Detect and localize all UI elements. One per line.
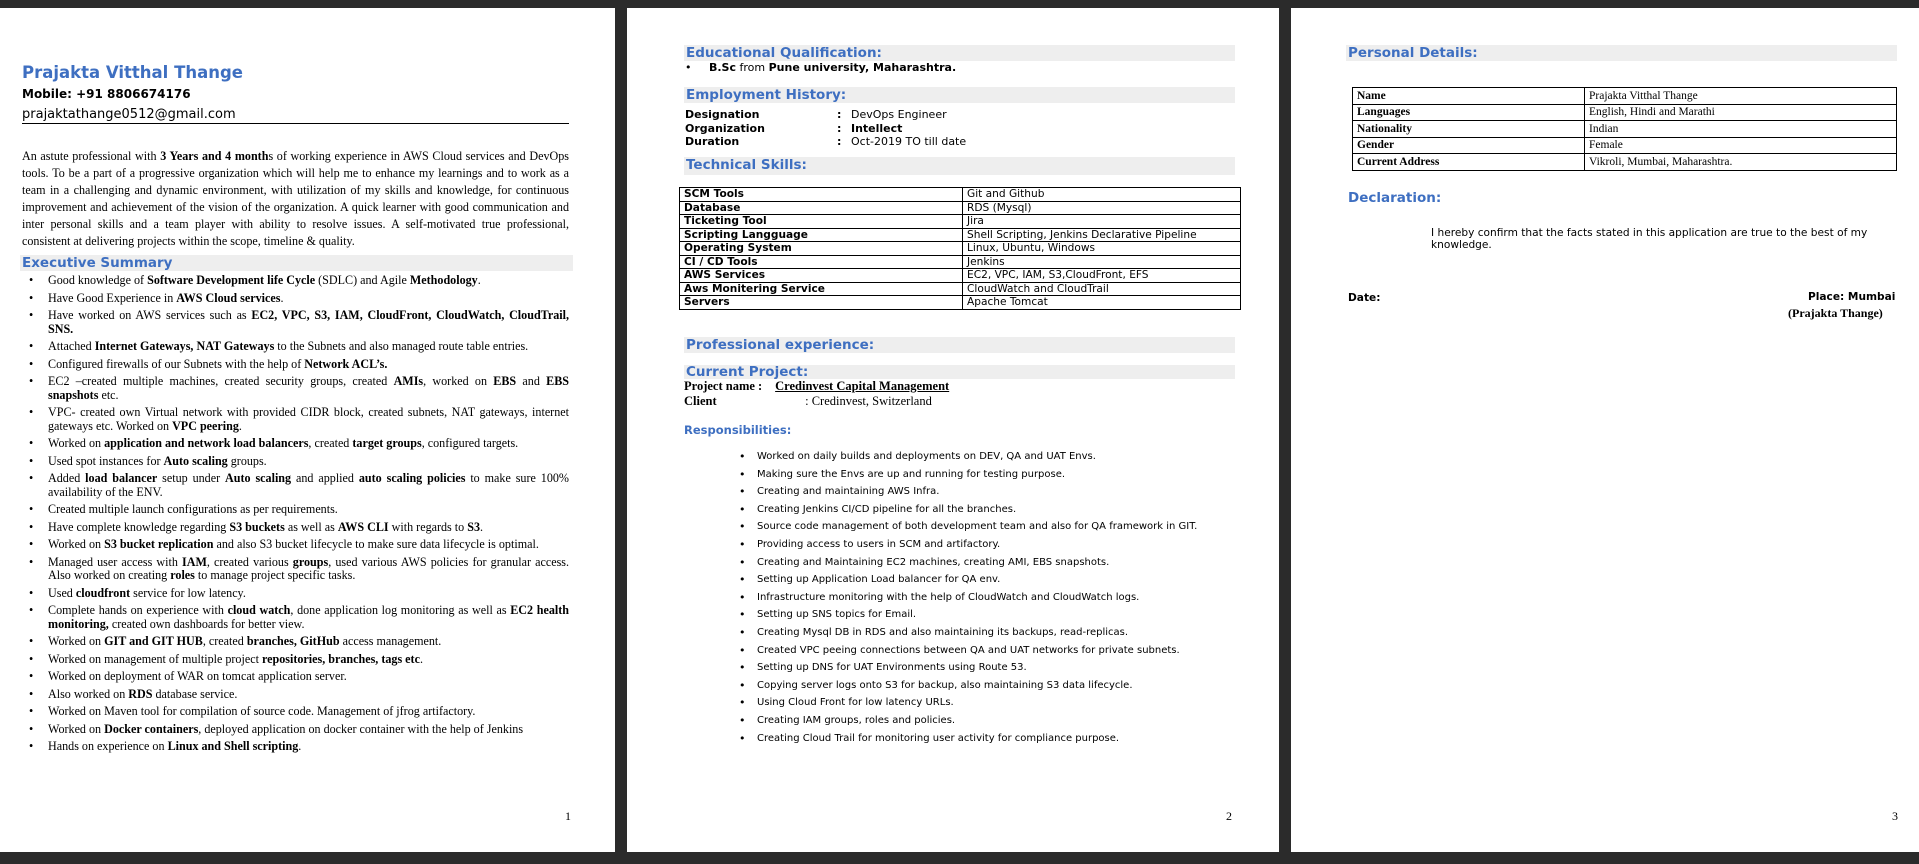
responsibility-item: • Setting up Application Load balancer for QA env.	[739, 573, 1197, 591]
skills-row	[680, 255, 1241, 269]
page-number: 2	[1226, 809, 1232, 823]
personal-value: Female	[1585, 137, 1897, 154]
personal-row	[1353, 137, 1897, 154]
responsibility-item: • Setting up DNS for UAT Environments using Route 53.	[739, 661, 1197, 679]
skill-category: AWS Services	[680, 269, 963, 283]
page-2	[627, 8, 1279, 852]
employment-row	[685, 108, 947, 122]
exec-summary-item: • Also worked on RDS database service.	[22, 688, 569, 702]
skills-row	[680, 188, 1241, 202]
skills-row	[680, 215, 1241, 229]
skill-value: Jenkins	[963, 255, 1241, 269]
exec-summary-item: • Worked on S3 bucket replication and also S3 bucket lifecycle to make sure data lifecycle is optimal.	[22, 538, 569, 552]
responsibilities-list	[739, 450, 1197, 749]
bullet: •	[685, 61, 709, 74]
exec-summary-item: • Used cloudfront service for low latency.	[22, 587, 569, 601]
exec-summary-item: • Have worked on AWS services such as EC2, VPC, S3, IAM, CloudFront, CloudWatch, CloudTrail, SNS.	[22, 309, 569, 336]
responsibility-item: • Using Cloud Front for low latency URLs.	[739, 696, 1197, 714]
skill-value: Apache Tomcat	[963, 296, 1241, 310]
employment-key: Duration	[685, 135, 740, 148]
skills-row	[680, 201, 1241, 215]
skill-category: Ticketing Tool	[680, 215, 963, 229]
declaration-heading: Declaration:	[1348, 190, 1442, 206]
client-label: Client	[684, 394, 717, 408]
personal-row	[1353, 88, 1897, 105]
professional-experience-heading: Professional experience:	[684, 337, 1235, 353]
client-row	[684, 394, 932, 409]
responsibility-item: • Creating Jenkins CI/CD pipeline for all the branches.	[739, 503, 1197, 521]
personal-value: Indian	[1585, 121, 1897, 138]
exec-summary-item: • Added load balancer setup under Auto scaling and applied auto scaling policies to make sure 100% availability of the ENV.	[22, 472, 569, 499]
personal-key: Nationality	[1353, 121, 1585, 138]
current-project-heading: Current Project:	[684, 365, 1235, 379]
responsibility-item: • Setting up SNS topics for Email.	[739, 608, 1197, 626]
employment-value: Intellect	[851, 121, 903, 135]
profile-summary: An astute professional with 3 Years and 4 months of working experience in AWS Cloud services and DevOps tools. To be a part of a progressive organization which will help me to enhance my learnings and to work as a team in a challenging and dynamic environment, with utilization of my skills and knowledge, for continuous improvement and achievement of the vision of the organization. A quick learner with good communication and inter personal skills and a team player with ability to resolve issues. A self-motivated true professional, consistent at delivering projects within the scope, timeline & quality.	[22, 149, 569, 248]
education-item	[685, 61, 956, 74]
skills-table	[679, 187, 1241, 310]
university: Pune university, Maharashtra.	[768, 61, 957, 74]
page-3	[1291, 8, 1919, 852]
skills-row	[680, 296, 1241, 310]
exec-summary-item: • EC2 –created multiple machines, created security groups, created AMIs, worked on EBS and EBS snapshots etc.	[22, 375, 569, 402]
skills-row	[680, 282, 1241, 296]
responsibility-item: • Source code management of both development team and also for QA framework in GIT.	[739, 520, 1197, 538]
personal-key: Gender	[1353, 137, 1585, 154]
executive-summary-heading: Executive Summary	[20, 255, 573, 271]
candidate-name: Prajakta Vitthal Thange	[22, 63, 243, 82]
skill-value: Shell Scripting, Jenkins Declarative Pipeline	[963, 228, 1241, 242]
skill-value: Jira	[963, 215, 1241, 229]
client-value: : Credinvest, Switzerland	[805, 394, 932, 408]
exec-summary-item: • Worked on GIT and GIT HUB, created branches, GitHub access management.	[22, 635, 569, 649]
employment-key: Organization	[685, 121, 765, 135]
exec-summary-item: • Worked on management of multiple project repositories, branches, tags etc.	[22, 653, 569, 667]
personal-key: Current Address	[1353, 154, 1585, 171]
skill-category: Servers	[680, 296, 963, 310]
skill-category: Database	[680, 201, 963, 215]
employment-value: Oct-2019 TO till date	[851, 135, 967, 148]
education-heading: Educational Qualification:	[684, 45, 1235, 61]
personal-value: English, Hindi and Marathi	[1585, 104, 1897, 121]
mobile-number: Mobile: +91 8806674176	[22, 87, 191, 101]
place-label: Place: Mumbai	[1808, 291, 1896, 303]
personal-key: Name	[1353, 88, 1585, 105]
executive-summary-list	[22, 274, 569, 758]
signature-name: (Prajakta Thange)	[1788, 306, 1883, 320]
skill-value: Git and Github	[963, 188, 1241, 202]
project-name-value: Credinvest Capital Management	[775, 379, 950, 393]
exec-summary-item: • Attached Internet Gateways, NAT Gateways to the Subnets and also managed route table entries.	[22, 340, 569, 354]
skill-category: CI / CD Tools	[680, 255, 963, 269]
personal-details-heading: Personal Details:	[1346, 45, 1897, 61]
personal-value: Prajakta Vitthal Thange	[1585, 88, 1897, 105]
skill-category: SCM Tools	[680, 188, 963, 202]
responsibility-item: • Creating and maintaining AWS Infra.	[739, 485, 1197, 503]
exec-summary-item: • Configured firewalls of our Subnets with the help of Network ACL’s.	[22, 358, 569, 372]
skill-value: RDS (Mysql)	[963, 201, 1241, 215]
personal-key: Languages	[1353, 104, 1585, 121]
responsibility-item: • Providing access to users in SCM and artifactory.	[739, 538, 1197, 556]
responsibility-item: • Worked on daily builds and deployments on DEV, QA and UAT Envs.	[739, 450, 1197, 468]
exec-summary-item: • Complete hands on experience with cloud watch, done application log monitoring as well as EC2 health monitoring, created own dashboards for better view.	[22, 604, 569, 631]
exec-summary-item: • Hands on experience on Linux and Shell scripting.	[22, 740, 569, 754]
employment-key: Designation	[685, 108, 760, 121]
exec-summary-item: • VPC- created own Virtual network with provided CIDR block, created subnets, NAT gateways, internet gateways etc. Worked on VPC peering.	[22, 406, 569, 433]
skill-value: EC2, VPC, IAM, S3,CloudFront, EFS	[963, 269, 1241, 283]
email-address: prajaktathange0512@gmail.com	[22, 107, 569, 124]
responsibility-item: • Copying server logs onto S3 for backup, also maintaining S3 data lifecycle.	[739, 679, 1197, 697]
page-1	[0, 8, 615, 852]
personal-details-table	[1352, 87, 1897, 171]
exec-summary-item: • Worked on application and network load balancers, created target groups, configured targets.	[22, 437, 569, 451]
page-number: 1	[565, 809, 571, 823]
responsibility-item: • Creating Cloud Trail for monitoring user activity for compliance purpose.	[739, 732, 1197, 750]
employment-colon: :	[837, 121, 842, 135]
exec-summary-item: • Worked on Docker containers, deployed application on docker container with the help of Jenkins	[22, 723, 569, 737]
date-label: Date:	[1348, 292, 1381, 304]
employment-heading: Employment History:	[684, 87, 1235, 103]
employment-colon: :	[837, 108, 842, 121]
skill-category: Operating System	[680, 242, 963, 256]
personal-value: Vikroli, Mumbai, Maharashtra.	[1585, 154, 1897, 171]
employment-value: DevOps Engineer	[851, 108, 947, 121]
exec-summary-item: • Worked on deployment of WAR on tomcat application server.	[22, 670, 569, 684]
technical-skills-heading: Technical Skills:	[684, 157, 1235, 175]
skills-row	[680, 269, 1241, 283]
employment-row	[685, 135, 966, 149]
responsibility-item: • Infrastructure monitoring with the help of CloudWatch and CloudWatch logs.	[739, 591, 1197, 609]
project-name-row	[684, 379, 949, 394]
edu-connector: from	[736, 61, 769, 74]
employment-row	[685, 122, 902, 136]
exec-summary-item: • Worked on Maven tool for compilation of source code. Management of jfrog artifactory.	[22, 705, 569, 719]
employment-colon: :	[837, 135, 842, 148]
project-name-label: Project name :	[684, 379, 763, 393]
skills-row	[680, 228, 1241, 242]
responsibilities-heading: Responsibilities:	[684, 423, 792, 437]
exec-summary-item: • Created multiple launch configurations as per requirements.	[22, 503, 569, 517]
responsibility-item: • Making sure the Envs are up and running for testing purpose.	[739, 468, 1197, 486]
skill-value: CloudWatch and CloudTrail	[963, 282, 1241, 296]
skill-category: Aws Monitering Service	[680, 282, 963, 296]
skill-category: Scripting Langguage	[680, 228, 963, 242]
skills-row	[680, 242, 1241, 256]
exec-summary-item: • Good knowledge of Software Development life Cycle (SDLC) and Agile Methodology.	[22, 274, 569, 288]
page-number: 3	[1892, 809, 1898, 823]
exec-summary-item: • Used spot instances for Auto scaling groups.	[22, 455, 569, 469]
personal-row	[1353, 121, 1897, 138]
responsibility-item: • Created VPC peeing connections between QA and UAT networks for private subnets.	[739, 644, 1197, 662]
responsibility-item: • Creating Mysql DB in RDS and also maintaining its backups, read-replicas.	[739, 626, 1197, 644]
responsibility-item: • Creating and Maintaining EC2 machines, creating AMI, EBS snapshots.	[739, 556, 1197, 574]
degree: B.Sc	[708, 61, 736, 74]
responsibility-item: • Creating IAM groups, roles and policies.	[739, 714, 1197, 732]
exec-summary-item: • Managed user access with IAM, created various groups, used various AWS policies for granular access. Also worked on creating roles to manage project specific tasks.	[22, 556, 569, 583]
exec-summary-item: • Have Good Experience in AWS Cloud services.	[22, 292, 569, 306]
skill-value: Linux, Ubuntu, Windows	[963, 242, 1241, 256]
personal-row	[1353, 104, 1897, 121]
personal-row	[1353, 154, 1897, 171]
declaration-text: I hereby confirm that the facts stated in this application are true to the best of my knowledge.	[1431, 227, 1868, 251]
exec-summary-item: • Have complete knowledge regarding S3 buckets as well as AWS CLI with regards to S3.	[22, 521, 569, 535]
